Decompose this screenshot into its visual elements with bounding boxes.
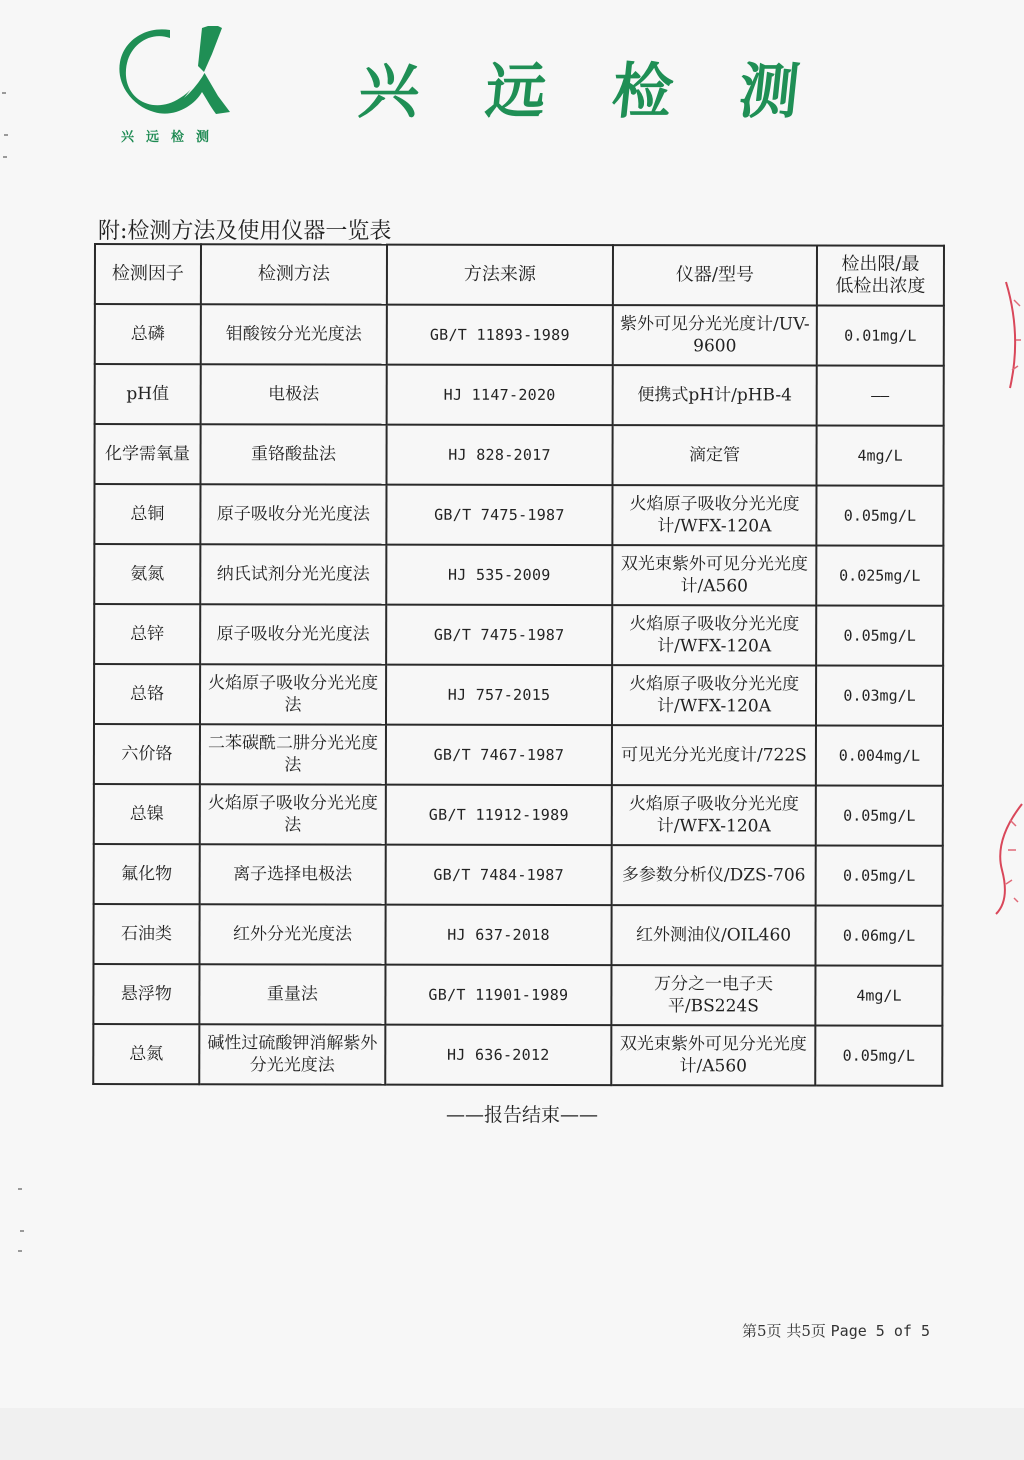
cell-method: 原子吸收分光光度法 (200, 604, 386, 664)
scan-speck (2, 92, 6, 94)
table-row (94, 424, 943, 486)
cell-source: GB/T 7475-1987 (386, 605, 612, 665)
cell-limit: 0.03mg/L (816, 666, 943, 726)
title-char: 检 (608, 57, 677, 127)
title-char: 远 (482, 57, 550, 127)
cell-method: 火焰原子吸收分光光度法 (200, 664, 386, 724)
cell-limit: —— (817, 366, 944, 426)
cell-instrument: 双光束紫外可见分光光度计/A560 (611, 1025, 815, 1085)
scan-speck (18, 1250, 22, 1252)
cell-factor: 总锌 (94, 604, 200, 664)
cell-factor: 总铜 (94, 484, 200, 544)
table-title: 附:检测方法及使用仪器一览表 (98, 219, 392, 244)
cell-factor: 六价铬 (94, 724, 200, 784)
method-table-wrapper (92, 243, 945, 1087)
cell-source: GB/T 11912-1989 (386, 785, 612, 845)
cell-source: HJ 757-2015 (386, 665, 612, 725)
cell-method: 离子选择电极法 (200, 844, 386, 904)
header-instrument: 仪器/型号 (613, 245, 817, 305)
cell-instrument: 红外测油仪/OIL460 (611, 905, 815, 965)
cell-method: 红外分光光度法 (199, 904, 385, 964)
cell-limit: 0.05mg/L (816, 606, 943, 666)
cell-factor: 总磷 (95, 304, 201, 364)
scan-margin (0, 1408, 1024, 1460)
scan-speck (20, 1230, 24, 1232)
report-end-text: ——报告结束—— (445, 1104, 598, 1126)
cell-factor: 总镍 (94, 784, 200, 844)
header-method: 检测方法 (201, 244, 387, 304)
cell-method: 电极法 (201, 364, 387, 424)
cell-factor: 石油类 (93, 904, 199, 964)
cell-instrument: 万分之一电子天平/BS224S (611, 965, 815, 1025)
cell-source: HJ 535-2009 (386, 545, 612, 605)
cell-factor: 氟化物 (94, 844, 200, 904)
cell-method: 钼酸铵分光光度法 (201, 304, 387, 364)
logo-caption: 兴远检测 (121, 130, 222, 145)
cell-instrument: 可见光分光光度计/722S (612, 725, 816, 785)
cell-limit: 4mg/L (815, 966, 942, 1026)
company-logo (118, 26, 230, 116)
page-number-en: Page 5 of 5 (830, 1322, 930, 1340)
title-char: 测 (735, 57, 803, 127)
cell-source: HJ 637-2018 (385, 905, 611, 965)
cell-limit: 0.004mg/L (816, 726, 943, 786)
cell-factor: 总氮 (93, 1024, 199, 1084)
cell-factor: 悬浮物 (93, 964, 199, 1024)
cell-method: 原子吸收分光光度法 (200, 484, 386, 544)
stamp-edge-bottom (984, 800, 1024, 920)
cell-source: GB/T 7467-1987 (386, 725, 612, 785)
cell-instrument: 滴定管 (612, 425, 816, 485)
cell-source: HJ 1147-2020 (387, 365, 613, 425)
cell-limit: 0.06mg/L (815, 906, 942, 966)
table-header-row (95, 244, 944, 306)
cell-limit: 0.01mg/L (817, 306, 944, 366)
scan-speck (3, 156, 7, 158)
cell-limit: 0.025mg/L (816, 546, 943, 606)
cell-method: 重量法 (199, 964, 385, 1024)
table-row (94, 604, 943, 666)
cell-limit: 4mg/L (816, 426, 943, 486)
table-row (94, 724, 943, 786)
cell-instrument: 紫外可见分光光度计/UV-9600 (613, 305, 817, 365)
cell-instrument: 火焰原子吸收分光光度计/WFX-120A (612, 785, 816, 845)
cell-instrument: 火焰原子吸收分光光度计/WFX-120A (612, 485, 816, 545)
cell-factor: 总铬 (94, 664, 200, 724)
cell-source: HJ 828-2017 (386, 425, 612, 485)
table-row (93, 904, 942, 966)
table-row (93, 1024, 942, 1086)
cell-source: HJ 636-2012 (385, 1025, 611, 1085)
header-source: 方法来源 (387, 245, 613, 305)
method-instrument-table (92, 243, 945, 1087)
scan-speck (18, 1188, 22, 1190)
table-row (94, 544, 943, 606)
cell-method: 火焰原子吸收分光光度法 (200, 784, 386, 844)
cell-source: GB/T 7475-1987 (386, 485, 612, 545)
cell-method: 重铬酸盐法 (200, 424, 386, 484)
cell-factor: 化学需氧量 (94, 424, 200, 484)
cell-method: 二苯碳酰二肼分光光度法 (200, 724, 386, 784)
table-row (94, 784, 943, 846)
cell-method: 纳氏试剂分光光度法 (200, 544, 386, 604)
cell-instrument: 火焰原子吸收分光光度计/WFX-120A (612, 665, 816, 725)
title-char: 兴 (355, 57, 423, 127)
table-row (93, 964, 942, 1026)
stamp-edge-top (996, 280, 1024, 390)
header-factor: 检测因子 (95, 244, 201, 304)
page-footer (742, 1320, 930, 1341)
cell-instrument: 便携式pH计/pHB-4 (613, 365, 817, 425)
table-row (94, 484, 943, 546)
company-name-title (355, 44, 804, 127)
cell-factor: 氨氮 (94, 544, 200, 604)
scan-speck (4, 134, 8, 136)
cell-method: 碱性过硫酸钾消解紫外分光光度法 (199, 1024, 385, 1084)
cell-limit: 0.05mg/L (816, 486, 943, 546)
header-limit: 检出限/最低检出浓度 (817, 246, 944, 306)
cell-instrument: 多参数分析仪/DZS-706 (612, 845, 816, 905)
cell-instrument: 火焰原子吸收分光光度计/WFX-120A (612, 605, 816, 665)
table-row (95, 364, 944, 426)
table-row (95, 304, 944, 366)
cell-source: GB/T 11893-1989 (387, 305, 613, 365)
cell-limit: 0.05mg/L (815, 1026, 942, 1086)
table-row (94, 664, 943, 726)
cell-source: GB/T 11901-1989 (385, 965, 611, 1025)
cell-source: GB/T 7484-1987 (386, 845, 612, 905)
cell-limit: 0.05mg/L (816, 786, 943, 846)
cell-factor: pH值 (95, 364, 201, 424)
table-row (94, 844, 943, 906)
page-number-cn: 第5页 共5页 (742, 1322, 826, 1340)
cell-instrument: 双光束紫外可见分光光度计/A560 (612, 545, 816, 605)
cell-limit: 0.05mg/L (816, 846, 943, 906)
